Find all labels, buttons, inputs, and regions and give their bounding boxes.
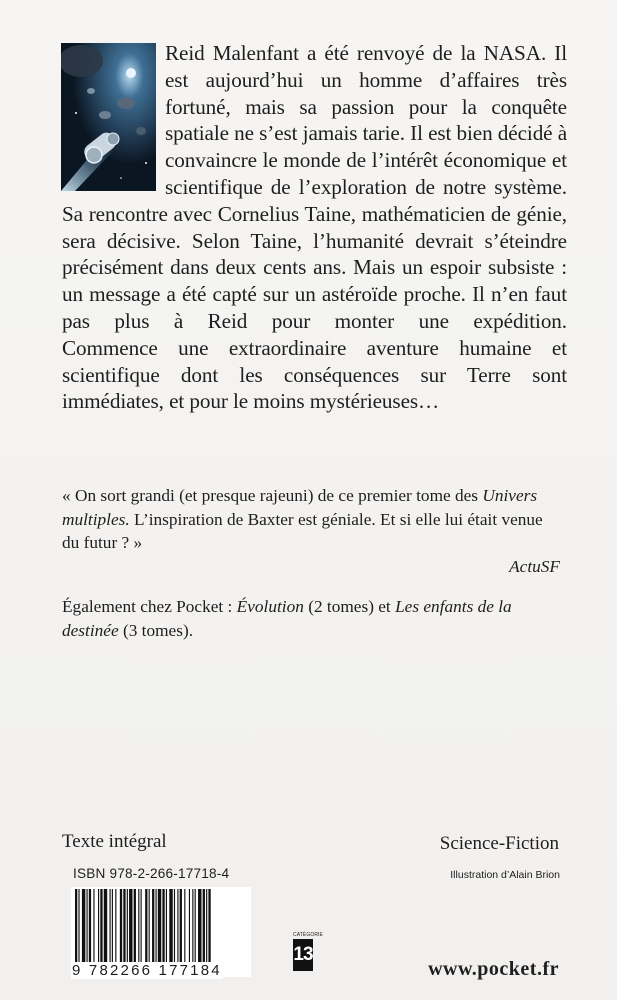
barcode-bar	[82, 889, 85, 963]
barcode-bar	[141, 889, 142, 963]
category-badge	[293, 932, 323, 976]
barcode-bar	[110, 889, 111, 963]
barcode-bar	[156, 889, 157, 963]
barcode-bar	[104, 889, 107, 963]
illustration-credit: Illustration d’Alain Brion	[450, 869, 560, 881]
barcode-digits: 9 782266 177184	[72, 962, 222, 979]
barcode-bar	[120, 889, 122, 963]
barcode-bar	[180, 889, 182, 963]
quote-text-2: L’inspiration de Baxter est géniale. Et si elle lui était venue du futur ? »	[62, 509, 543, 552]
barcode-bar	[158, 889, 161, 963]
barcode-bar	[195, 889, 196, 963]
barcode-bar	[174, 889, 175, 963]
barcode-bar	[115, 889, 116, 963]
genre-label: Science-Fiction	[439, 833, 559, 854]
quote-text-1: « On sort grandi (et presque rajeuni) de ce premier tome des	[62, 486, 483, 505]
category-number: 13	[293, 939, 313, 971]
barcode-bar	[145, 889, 147, 973]
blurb-paragraph-3: Commence une extraordinaire aventure humaine et scientifique dont les conséquences sur Terre sont immédiates, et pour le moins mystérieuses…	[62, 335, 567, 414]
barcode-bar	[184, 889, 185, 963]
barcode-bar	[87, 889, 88, 963]
blurb-text	[62, 40, 567, 415]
also-book-2: Les enfants de la destinée	[62, 597, 512, 640]
barcode-bar	[100, 889, 102, 963]
website[interactable]: www.pocket.fr	[428, 958, 559, 980]
barcode-bar	[89, 889, 91, 963]
press-quote	[62, 484, 562, 576]
quote-source: ActuSF	[509, 557, 560, 576]
also-suffix: (3 tomes).	[118, 620, 194, 640]
barcode-bar	[138, 889, 139, 963]
barcode-bar	[208, 889, 210, 973]
barcode-bar	[162, 889, 164, 963]
barcode-bar	[112, 889, 113, 963]
also-mid: (2 tomes) et	[303, 597, 396, 616]
barcode-bar	[166, 889, 167, 963]
barcode-bar	[93, 889, 94, 963]
barcode-bar	[149, 889, 150, 963]
barcode-bar	[152, 889, 154, 963]
blurb-paragraph-1: Reid Malenfant a été renvoyé de la NASA. Il est aujourd’hui un homme d’affaires très fortuné, mais sa passion pour la conquête spatiale ne s’est jamais tarie. Il est bien décidé à convaincre le monde de l’intérêt économique et scientifique de l’exploration de notre système.	[62, 40, 567, 201]
category-label: CATÉGORIE	[293, 932, 323, 938]
barcode-bar	[177, 889, 178, 963]
barcode-bar	[203, 889, 205, 963]
barcode-bar	[134, 889, 136, 963]
isbn: ISBN 978-2-266-17718-4	[73, 866, 230, 881]
thumbnail-spacer	[61, 43, 165, 191]
also-book-1: Évolution	[236, 597, 304, 616]
also-available	[62, 595, 562, 642]
quote-title: Univers multiples.	[62, 486, 538, 529]
barcode-bar	[206, 889, 207, 963]
barcode-bar	[127, 889, 128, 963]
barcode-bar	[123, 889, 125, 963]
barcode-bar	[78, 889, 79, 973]
also-prefix: Également chez Pocket :	[62, 597, 237, 616]
blurb-paragraph-2: Sa rencontre avec Cornelius Taine, mathématicien de génie, sera décisive. Selon Taine, l’humanité devrait s’éteindre précisément dans deux cents ans. Mais un espoir subsiste : un message a été capté sur un astéroïde proche. Il n’en faut pas plus à Reid pour monter une expédition.	[62, 201, 567, 333]
barcode-bar	[75, 889, 77, 973]
edition-label: Texte intégral	[62, 831, 167, 852]
barcode-bar	[198, 889, 201, 963]
barcode-bar	[98, 889, 99, 963]
barcode-bar	[192, 889, 193, 963]
barcode-bar	[129, 889, 132, 963]
barcode-bar	[169, 889, 172, 963]
barcode-bar	[189, 889, 190, 963]
